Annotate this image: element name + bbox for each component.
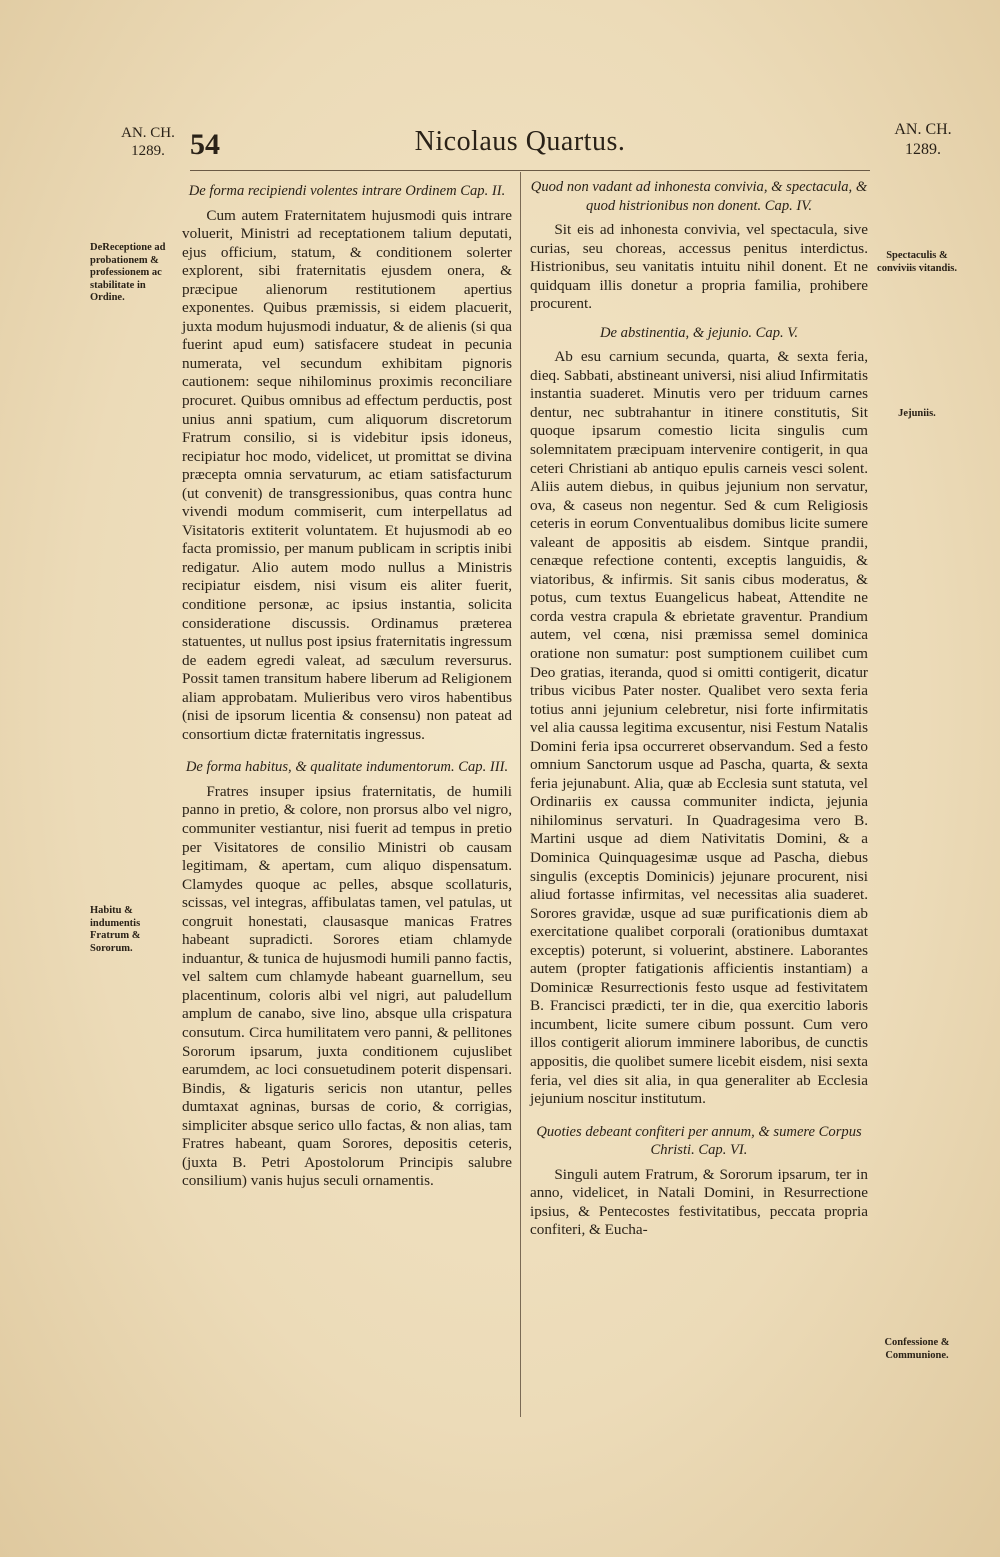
column-divider [520,172,521,1417]
margin-note-spectaculis: Spectaculis & conviviis vitandis. [877,250,957,274]
margin-note-receptione: DeReceptione ad probationem & professionem ac stabilitate in Ordine. [90,242,166,303]
left-column [182,178,512,1199]
running-head-left-label: AN. CH. [121,125,175,141]
running-head-year-right [878,120,968,160]
chapter-iii-text: Fratres insuper ipsius fraternitatis, de humili panno in pretio, & colore, non prorsus albo vel nigro, communiter vestiantur, nisi fuerit ad tempus in pretio per Visitatores de consilio Ministri ob causam legitimam, & apertam, cum aliquo dispensatum. Clamydes quoque ac pelles, absque scollaturis, scissas, vel integras, affibulatas tamen, vel patulas, ut congruit honestati, clausasque manicas Fratres habeant supradicti. Sorores etiam chlamyde induantur, & tunica de hujusmodi humili panno factis, vel saltem cum chlamyde habeant guarnellum, seu placentinum, coloris albi vel nigri, aut paludellum amplum de canabo, sive lino, absque ulla crispatura consutum. Circa humilitatem vero panni, & pellitones Sororum ipsarum, juxta conditionem cujuslibet earumdem, ac loci consuetudinem poterit dispensari. Bindis, & ligaturis sericis non utantur, pelles dumtaxat agninas, bursas de corio, & corrigias, simpliciter absque serico ullo factas, & non alias, tam Fratres habeant, quam Sorores, depositis ceteris, (juxta B. Petri Apostolorum Principis salubre consilium) vanis hujus seculi ornamentis. [182,782,512,1190]
chapter-iv-text: Sit eis ad inhonesta convivia, vel spectacula, sive curias, seu choreas, accessus penitus interdictus. Histrionibus, seu vanitatis intuitu nihil donent. Et ne quidquam illis donetur a propria familia, prohibere procurent. [530,221,868,313]
chapter-heading-v: De abstinentia, & jejunio. Cap. V. [600,324,798,341]
chapter-v-text: Ab esu carnium secunda, quarta, & sexta feria, dieq. Sabbati, abstineant universi, nisi aliud Infirmitatis instantia suaderet. Minutis vero per triduum carnes dentur, nec subtrahantur in itinere constitutis, Sit quoque ipsarum comestio licita singulis cum solemnitatem præcipuam intervenire contigerit, in qua ceteri Christiani ab antiquo epulis carneis vesci solent. Aliis autem diebus, in quibus jejunium non servatur, ova, & caseus non negentur. Sed & cum Religiosis ceteris in eorum Conventualibus domibus licite sumere valeant de appositis ab eisdem. Sintque prandii, cenæque refectione contenti, exceptis languidis, & viatoribus, & infirmis. Sit sanis cibus moderatus, & potus, cum textus Euangelicus habeat, Attendite ne corda vestra crapula & ebrietate graventur. Prandium autem, vel cœna, nisi præmissa semel dominica oratione non sumatur: post sumptionem cuilibet cum Deo gratias, iteranda, quod si omitti contigerit, dicatur tribus vicibus Pater noster. Qualibet vero sexta feria totius anni jejunium celebretur, nisi forte infirmitatis vel alia caussa legitima excusentur, nisi Festum Natalis Domini feria ipsa occurreret observandum. Sed a festo omnium Sanctorum usque ad Pascha, quarta, & sexta feria jejunabunt. Alia, quæ ab Ecclesia sunt statuta, vel Ordinariis ex caussa communiter indicta, jejunia nihilominus servaturi. In Quadragesima vero B. Martini usque ad diem Nativitatis Domini, & a Dominica Quinquagesimæ usque ad Pascha, diebus singulis (exceptis Dominicis) jejunare procurent, nisi aliud fortasse infirmitas, vel necessitas alia suaderet. Sorores gravidæ, usque ad suæ purificationis diem ab exercitatione qualibet corporali (orationibus dumtaxat exceptis) poterunt, si voluerint, abstinere. Laborantes autem (propter fatigationis afficientis instantiam) a Dominicæ Resurrectionis festo usque ad festivitatem B. Francisci prædicti, ter in die, qua exercitio laboris incumbent, licite sumere cibum possunt. Cum vero illos contigerit aliorum imminere laboribus, de cunctis appositis, die quolibet sumere licebit eisdem, nisi sexta feria, vel dies sit alia, in qua generaliter ab Ecclesia jejunium noscitur institutum. [530,348,868,1108]
margin-note-habitu: Habitu & indumentis Fratrum & Sororum. [90,905,141,954]
running-head-left-year: 1289. [131,143,165,159]
margin-note-confessione: Confessione & Communione. [884,1337,950,1361]
chapter-heading-vi: Quoties debeant confiteri per annum, & sumere Corpus Christi. Cap. VI. [536,1123,862,1159]
right-column [530,178,868,1248]
running-head-year-left [108,124,188,160]
running-head-right-year: 1289. [905,141,941,158]
margin-note-jejuniis: Jejuniis. [898,408,936,419]
chapter-ii-text: Cum autem Fraternitatem hujusmodi quis intrare voluerit, Ministri ad receptationem talium deputati, ejus officium, statum, & conditionem solerter explorent, sibi fraternitatis ejusdem onera, & præcipue alienorum restitutionem apertius exponentes. Quibus præmissis, si eidem placuerit, juxta modum hujusmodi induatur, & de alienis (si qua fuerint apud eum) satisfacere studeat in pecunia numerata, vel secundum exhibitam pignoris cautionem: seque nihilominus proximis reconciliare procuret. Quibus omnibus ad effectum perductis, post unius anni spatium, cum aliquorum discretorum Fratrum consilio, si is videbitur ipsis idoneus, recipiatur hoc modo, videlicet, ut promittat se divina præcepta omnia servaturum, ac etiam satisfacturum (ut convenit) de transgressionibus, quas contra hunc vivendi modum commiserit, cum interpellatus ad Visitatoris extiterit voluntatem. Et hujusmodi ab eo facta promissio, per manum publicam in scriptis inibi redigatur. Alio autem modo nullus a Ministris recipiatur eisdem, nisi visum eis aliter fuerit, conditione personæ, ac ipsius instantia, solicita consideratione discussis. Ordinamus præterea statuentes, ut nullus post ipsius fraternitatis ingressum de eadem egredi valeat, ad sæculum reversurus. Possit tamen transitum habere liberum ad Religionem aliam approbatam. Mulieribus vero viros habentibus (nisi de ipsorum licentia & consensu) non pateat ad consortium dictæ fraternitatis ingressus. [182,206,512,743]
chapter-heading-iv: Quod non vadant ad inhonesta convivia, & spectacula, & quod histrionibus non donent. Cap. IV. [530,179,868,214]
running-head-right-label: AN. CH. [894,121,952,138]
page-number: 54 [190,128,220,161]
running-title: Nicolaus Quartus. [414,126,626,157]
chapter-heading-ii: De forma recipiendi volentes intrare Ordinem Cap. II. [188,183,506,199]
header-rule [190,170,870,171]
chapter-heading-iii: De forma habitus, & qualitate indumentorum. Cap. III. [185,759,509,776]
chapter-vi-text: Singuli autem Fratrum, & Sororum ipsarum, ter in anno, videlicet, in Natali Domini, in Resurrectione ipsius, & Pentecostes festivitatibus, peccata propria confiteri, & Eucha- [530,1165,868,1239]
